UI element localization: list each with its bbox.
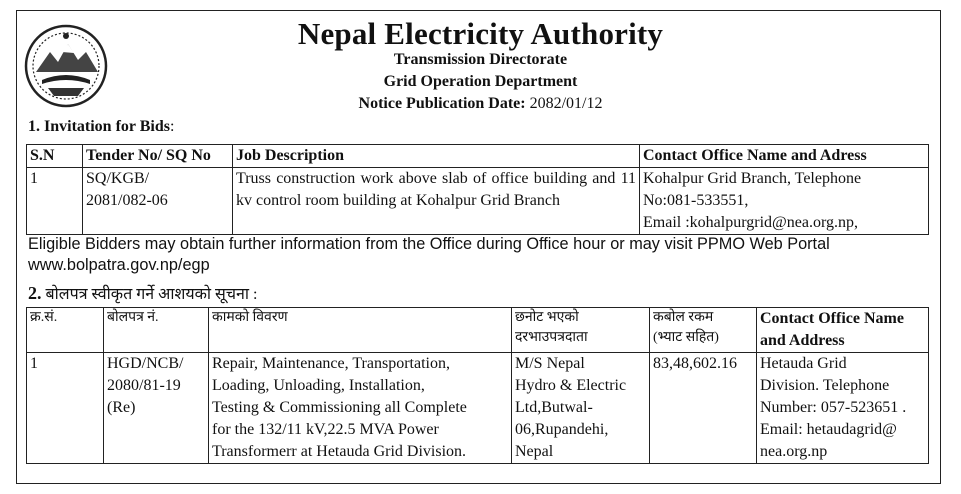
col-sn: क्र.सं. <box>27 308 104 353</box>
col-selected-bidder: छनोट भएको दरभाउपत्रदाता <box>512 308 650 353</box>
directorate-label: Transmission Directorate <box>393 51 568 68</box>
cell-job-description: Truss construction work above slab of office building and 11 kv control room building at Kohalpur Grid Branch <box>233 168 640 235</box>
eligible-bidders-note: Eligible Bidders may obtain further information from the Office during Office hour or may visit PPMO Web Portal www.bolpatra.gov.np/egp <box>28 235 830 274</box>
notice-date-label: Notice Publication Date: <box>358 95 526 112</box>
col-tender-no: Tender No/ SQ No <box>83 145 233 168</box>
col-job-description: Job Description <box>233 145 640 168</box>
table-row <box>27 168 929 235</box>
cell-tender-no: SQ/KGB/ 2081/082-06 <box>83 168 233 235</box>
cell-selected-bidder: M/S Nepal Hydro & Electric Ltd,Butwal- 06,Rupandehi, Nepal <box>512 353 650 464</box>
table-row <box>27 353 929 464</box>
cell-contact-office: Kohalpur Grid Branch, Telephone No:081-533551, Email :kohalpurgrid@nea.org.np, <box>640 168 929 235</box>
department-label: Grid Operation Department <box>383 73 578 90</box>
col-work-description: कामको विवरण <box>209 308 512 353</box>
section1-heading: 1. Invitation for Bids: <box>28 118 175 135</box>
cell-bid-amount: 83,48,602.16 <box>650 353 757 464</box>
notice-date <box>0 95 961 113</box>
invitation-table <box>26 144 929 235</box>
col-bid-no: बोलपत्र नं. <box>104 308 209 353</box>
cell-work-description: Repair, Maintenance, Transportation, Loading, Unloading, Installation, Testing & Commissioning all Complete for the 132/11 kV,22.5 MVA Power Transformerr at Hetauda Grid Division. <box>209 353 512 464</box>
bid-acceptance-table <box>26 307 929 464</box>
section2-heading: 2. बोलपत्र स्वीकृत गर्ने आशयको सूचना : <box>28 283 258 303</box>
col-bid-amount: कबोल रकम (भ्याट सहित) <box>650 308 757 353</box>
col-contact-office: Contact Office Name and Address <box>757 308 929 353</box>
cell-sn: 1 <box>27 353 104 464</box>
col-sn: S.N <box>27 145 83 168</box>
cell-contact-office: Hetauda Grid Division. Telephone Number: 057-523651 . Email: hetaudagrid@ nea.org.np <box>757 353 929 464</box>
notice-date-value: 2082/01/12 <box>529 95 603 112</box>
table-header-row <box>27 308 929 353</box>
col-contact-office: Contact Office Name and Adress <box>640 145 929 168</box>
table-header-row <box>27 145 929 168</box>
cell-sn: 1 <box>27 168 83 235</box>
org-title: Nepal Electricity Authority <box>297 16 664 51</box>
cell-bid-no: HGD/NCB/ 2080/81-19 (Re) <box>104 353 209 464</box>
